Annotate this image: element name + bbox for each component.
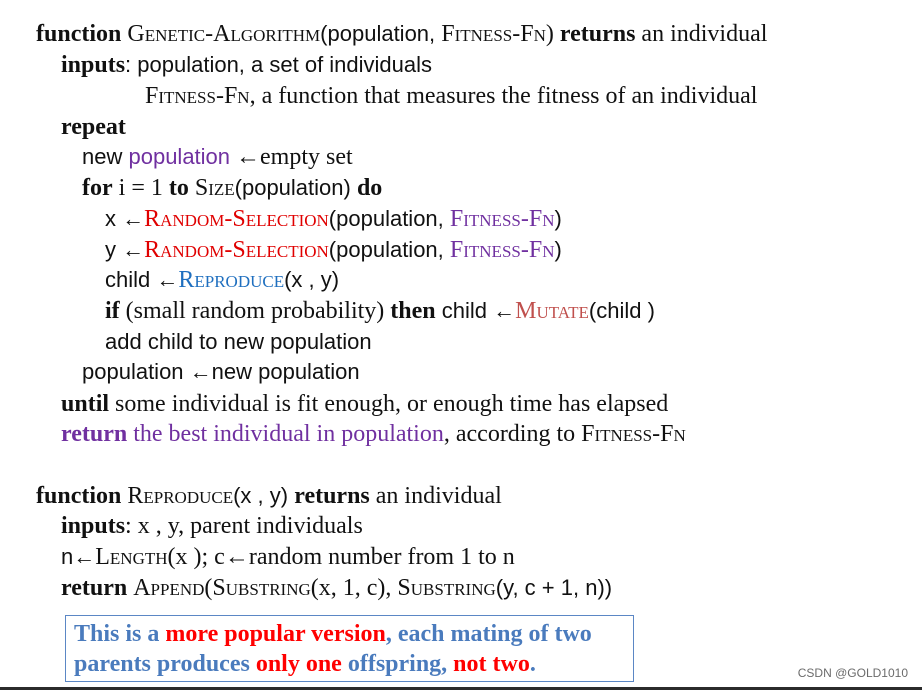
note-text: This is a xyxy=(74,621,166,647)
function-name: Reproduce xyxy=(127,483,234,509)
paren: ) xyxy=(545,21,554,47)
ga-x-selection-line xyxy=(105,204,562,234)
text: y ← xyxy=(105,237,145,262)
keyword: returns xyxy=(559,21,636,47)
text: (population, xyxy=(328,237,450,262)
text: ←empty set xyxy=(230,144,353,170)
ga-signature-line xyxy=(36,19,767,49)
keyword: repeat xyxy=(61,114,126,140)
text: an individual xyxy=(641,21,768,47)
ga-for-line xyxy=(82,173,382,203)
keyword: if xyxy=(105,298,120,324)
text: , according to xyxy=(443,421,582,447)
keyword: inputs xyxy=(61,513,126,539)
note-line-2 xyxy=(74,649,625,679)
text: i = 1 xyxy=(112,175,169,201)
keyword: function xyxy=(36,483,122,509)
ga-new-population-line xyxy=(82,142,353,172)
text: (x ); c←random number from 1 to n xyxy=(167,544,515,570)
text: : x , y, parent individuals xyxy=(125,513,363,539)
fitness-fn-name: Fitness-Fn xyxy=(145,83,250,109)
highlight-text: the best individual in population xyxy=(127,421,444,447)
note-box xyxy=(65,615,634,682)
ga-add-child-line xyxy=(105,327,372,357)
note-emphasis: more popular version xyxy=(165,621,386,647)
text: ) xyxy=(554,237,562,262)
text: (x , y) xyxy=(284,267,340,292)
ga-mutate-line xyxy=(105,296,655,326)
keyword: return xyxy=(61,575,128,601)
keyword: to xyxy=(168,175,189,201)
note-emphasis: not two xyxy=(453,651,530,677)
text: n← xyxy=(61,544,96,569)
text: , a function that measures the fitness of an individual xyxy=(249,83,758,109)
fitness-fn-name: Fitness-Fn xyxy=(441,21,546,47)
reproduce-signature-line xyxy=(36,481,502,511)
function-name: Append xyxy=(133,575,205,601)
text: an individual xyxy=(369,483,502,509)
note-text: offspring, xyxy=(341,651,454,677)
note-line-1 xyxy=(74,619,625,649)
fitness-fn-name: Fitness-Fn xyxy=(581,421,686,447)
note-text: . xyxy=(529,651,536,677)
text: : population, a set of individuals xyxy=(125,52,433,77)
text: add child to new population xyxy=(105,329,372,354)
ga-repeat-line xyxy=(61,112,126,142)
function-name: Reproduce xyxy=(178,267,285,293)
note-text: parents produces xyxy=(74,651,256,677)
text: child ← xyxy=(105,267,179,292)
note-text: , each mating of two xyxy=(385,621,592,647)
function-name: Genetic-Algorithm xyxy=(127,21,321,47)
ga-until-line xyxy=(61,389,668,419)
text: (population, xyxy=(328,206,450,231)
ga-population-update-line xyxy=(82,357,360,387)
keyword: function xyxy=(36,21,122,47)
text: (x , y) xyxy=(233,483,295,508)
function-name: Substring xyxy=(397,575,496,601)
ga-reproduce-line xyxy=(105,265,339,295)
text: ) xyxy=(554,206,562,231)
function-name: Size xyxy=(194,175,235,201)
keyword: returns xyxy=(294,483,370,509)
function-name: Random-Selection xyxy=(144,237,329,263)
reproduce-inputs-line xyxy=(61,511,363,541)
function-name: Length xyxy=(95,544,168,570)
text: population ←new population xyxy=(82,359,360,384)
keyword: for xyxy=(82,175,113,201)
keyword: until xyxy=(61,391,110,417)
text: (population) xyxy=(234,175,357,200)
fitness-fn-name: Fitness-Fn xyxy=(449,237,555,263)
function-name: Substring xyxy=(212,575,311,601)
ga-return-line xyxy=(61,419,686,449)
text: some individual is fit enough, or enough time has elapsed xyxy=(109,391,669,417)
ga-inputs-line xyxy=(61,50,432,80)
ga-y-selection-line xyxy=(105,235,562,265)
keyword: return xyxy=(61,421,128,447)
highlight-text: population xyxy=(128,144,231,169)
text: x ← xyxy=(105,206,145,231)
watermark: CSDN @GOLD1010 xyxy=(797,666,908,680)
fitness-fn-name: Fitness-Fn xyxy=(449,206,555,232)
text: (small random probability) xyxy=(119,298,391,324)
text: ( xyxy=(204,575,213,601)
text: (y, c + 1, n)) xyxy=(495,575,613,600)
text: (child ) xyxy=(588,298,655,323)
keyword: inputs xyxy=(61,52,126,78)
text: (x, 1, c), xyxy=(310,575,398,601)
keyword: do xyxy=(356,175,383,201)
text: new xyxy=(82,144,129,169)
keyword: then xyxy=(390,298,436,324)
ga-inputs-line-2 xyxy=(145,81,757,111)
function-name: Random-Selection xyxy=(144,206,329,232)
text: child ← xyxy=(435,298,516,323)
note-emphasis: only one xyxy=(255,651,342,677)
param-text: (population, xyxy=(320,21,442,46)
reproduce-return-line xyxy=(61,573,612,603)
reproduce-length-line xyxy=(61,542,515,572)
function-name: Mutate xyxy=(515,298,589,324)
